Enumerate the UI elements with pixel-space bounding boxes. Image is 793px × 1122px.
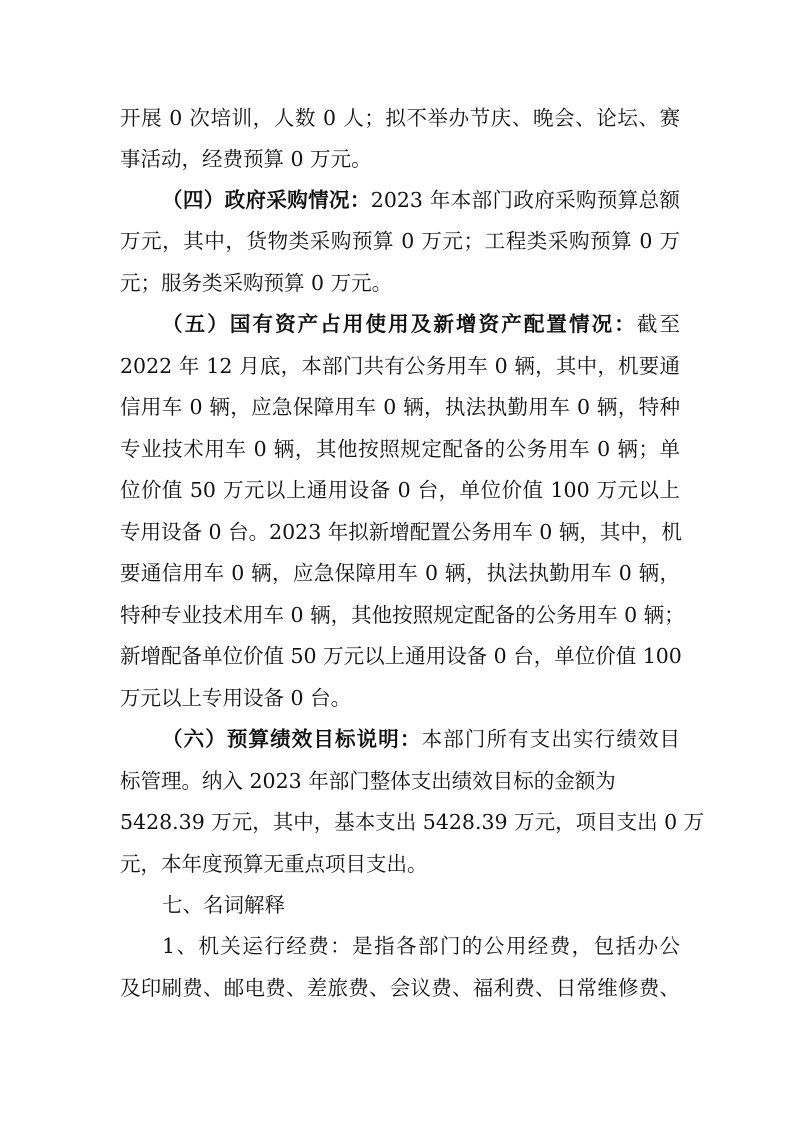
text-line: 事活动，经费预算 0 万元。 — [120, 147, 372, 171]
section-procurement-first-line — [162, 186, 680, 214]
section-heading: （四）政府采购情况： — [162, 188, 371, 212]
text-line: 1、机关运行经费：是指各部门的公用经费，包括办公 — [162, 934, 680, 958]
section-heading: （五）国有资产占用使用及新增资产配置情况： — [162, 312, 637, 336]
text-line: 元，本年度预算无重点项目支出。 — [120, 852, 428, 876]
text-line: 要通信用车 0 辆，应急保障用车 0 辆，执法执勤用车 0 辆， — [120, 561, 680, 585]
text-line: 专用设备 0 台。2023 年拟新增配置公务用车 0 辆，其中，机 — [120, 520, 682, 544]
text-line: 万元，其中，货物类采购预算 0 万元；工程类采购预算 0 万 — [120, 229, 680, 253]
text-line: 专业技术用车 0 辆，其他按照规定配备的公务用车 0 辆；单 — [120, 437, 680, 461]
text-line: 及印刷费、邮电费、差旅费、会议费、福利费、日常维修费、 — [120, 976, 680, 1000]
text-line: 万元以上专用设备 0 台。 — [120, 686, 352, 710]
section-performance-first-line — [162, 725, 680, 753]
text-line: 5428.39 万元，其中，基本支出 5428.39 万元，项目支出 0 万 — [120, 810, 705, 834]
text-line: 新增配备单位价值 50 万元以上通用设备 0 台，单位价值 100 — [120, 644, 682, 668]
text-line: 标管理。纳入 2023 年部门整体支出绩效目标的金额为 — [120, 769, 616, 793]
section-heading: （六）预算绩效目标说明： — [162, 727, 422, 751]
text-line: 信用车 0 辆，应急保障用车 0 辆，执法执勤用车 0 辆，特种 — [120, 395, 680, 419]
chapter-heading: 七、名词解释 — [162, 893, 285, 917]
text-segment: 2023 年本部门政府采购预算总额 — [370, 188, 681, 212]
text-line: 开展 0 次培训，人数 0 人；拟不举办节庆、晚会、论坛、赛 — [120, 106, 680, 130]
section-assets-first-line — [162, 310, 680, 338]
text-line: 元；服务类采购预算 0 万元。 — [120, 271, 393, 295]
text-line: 位价值 50 万元以上通用设备 0 台，单位价值 100 万元以上 — [120, 478, 680, 502]
text-segment: 本部门所有支出实行绩效目 — [421, 727, 681, 751]
text-segment: 截至 — [636, 312, 681, 336]
text-line: 特种专业技术用车 0 辆，其他按照规定配备的公务用车 0 辆； — [120, 603, 685, 627]
text-line: 2022 年 12 月底，本部门共有公务用车 0 辆，其中，机要通 — [120, 354, 680, 378]
